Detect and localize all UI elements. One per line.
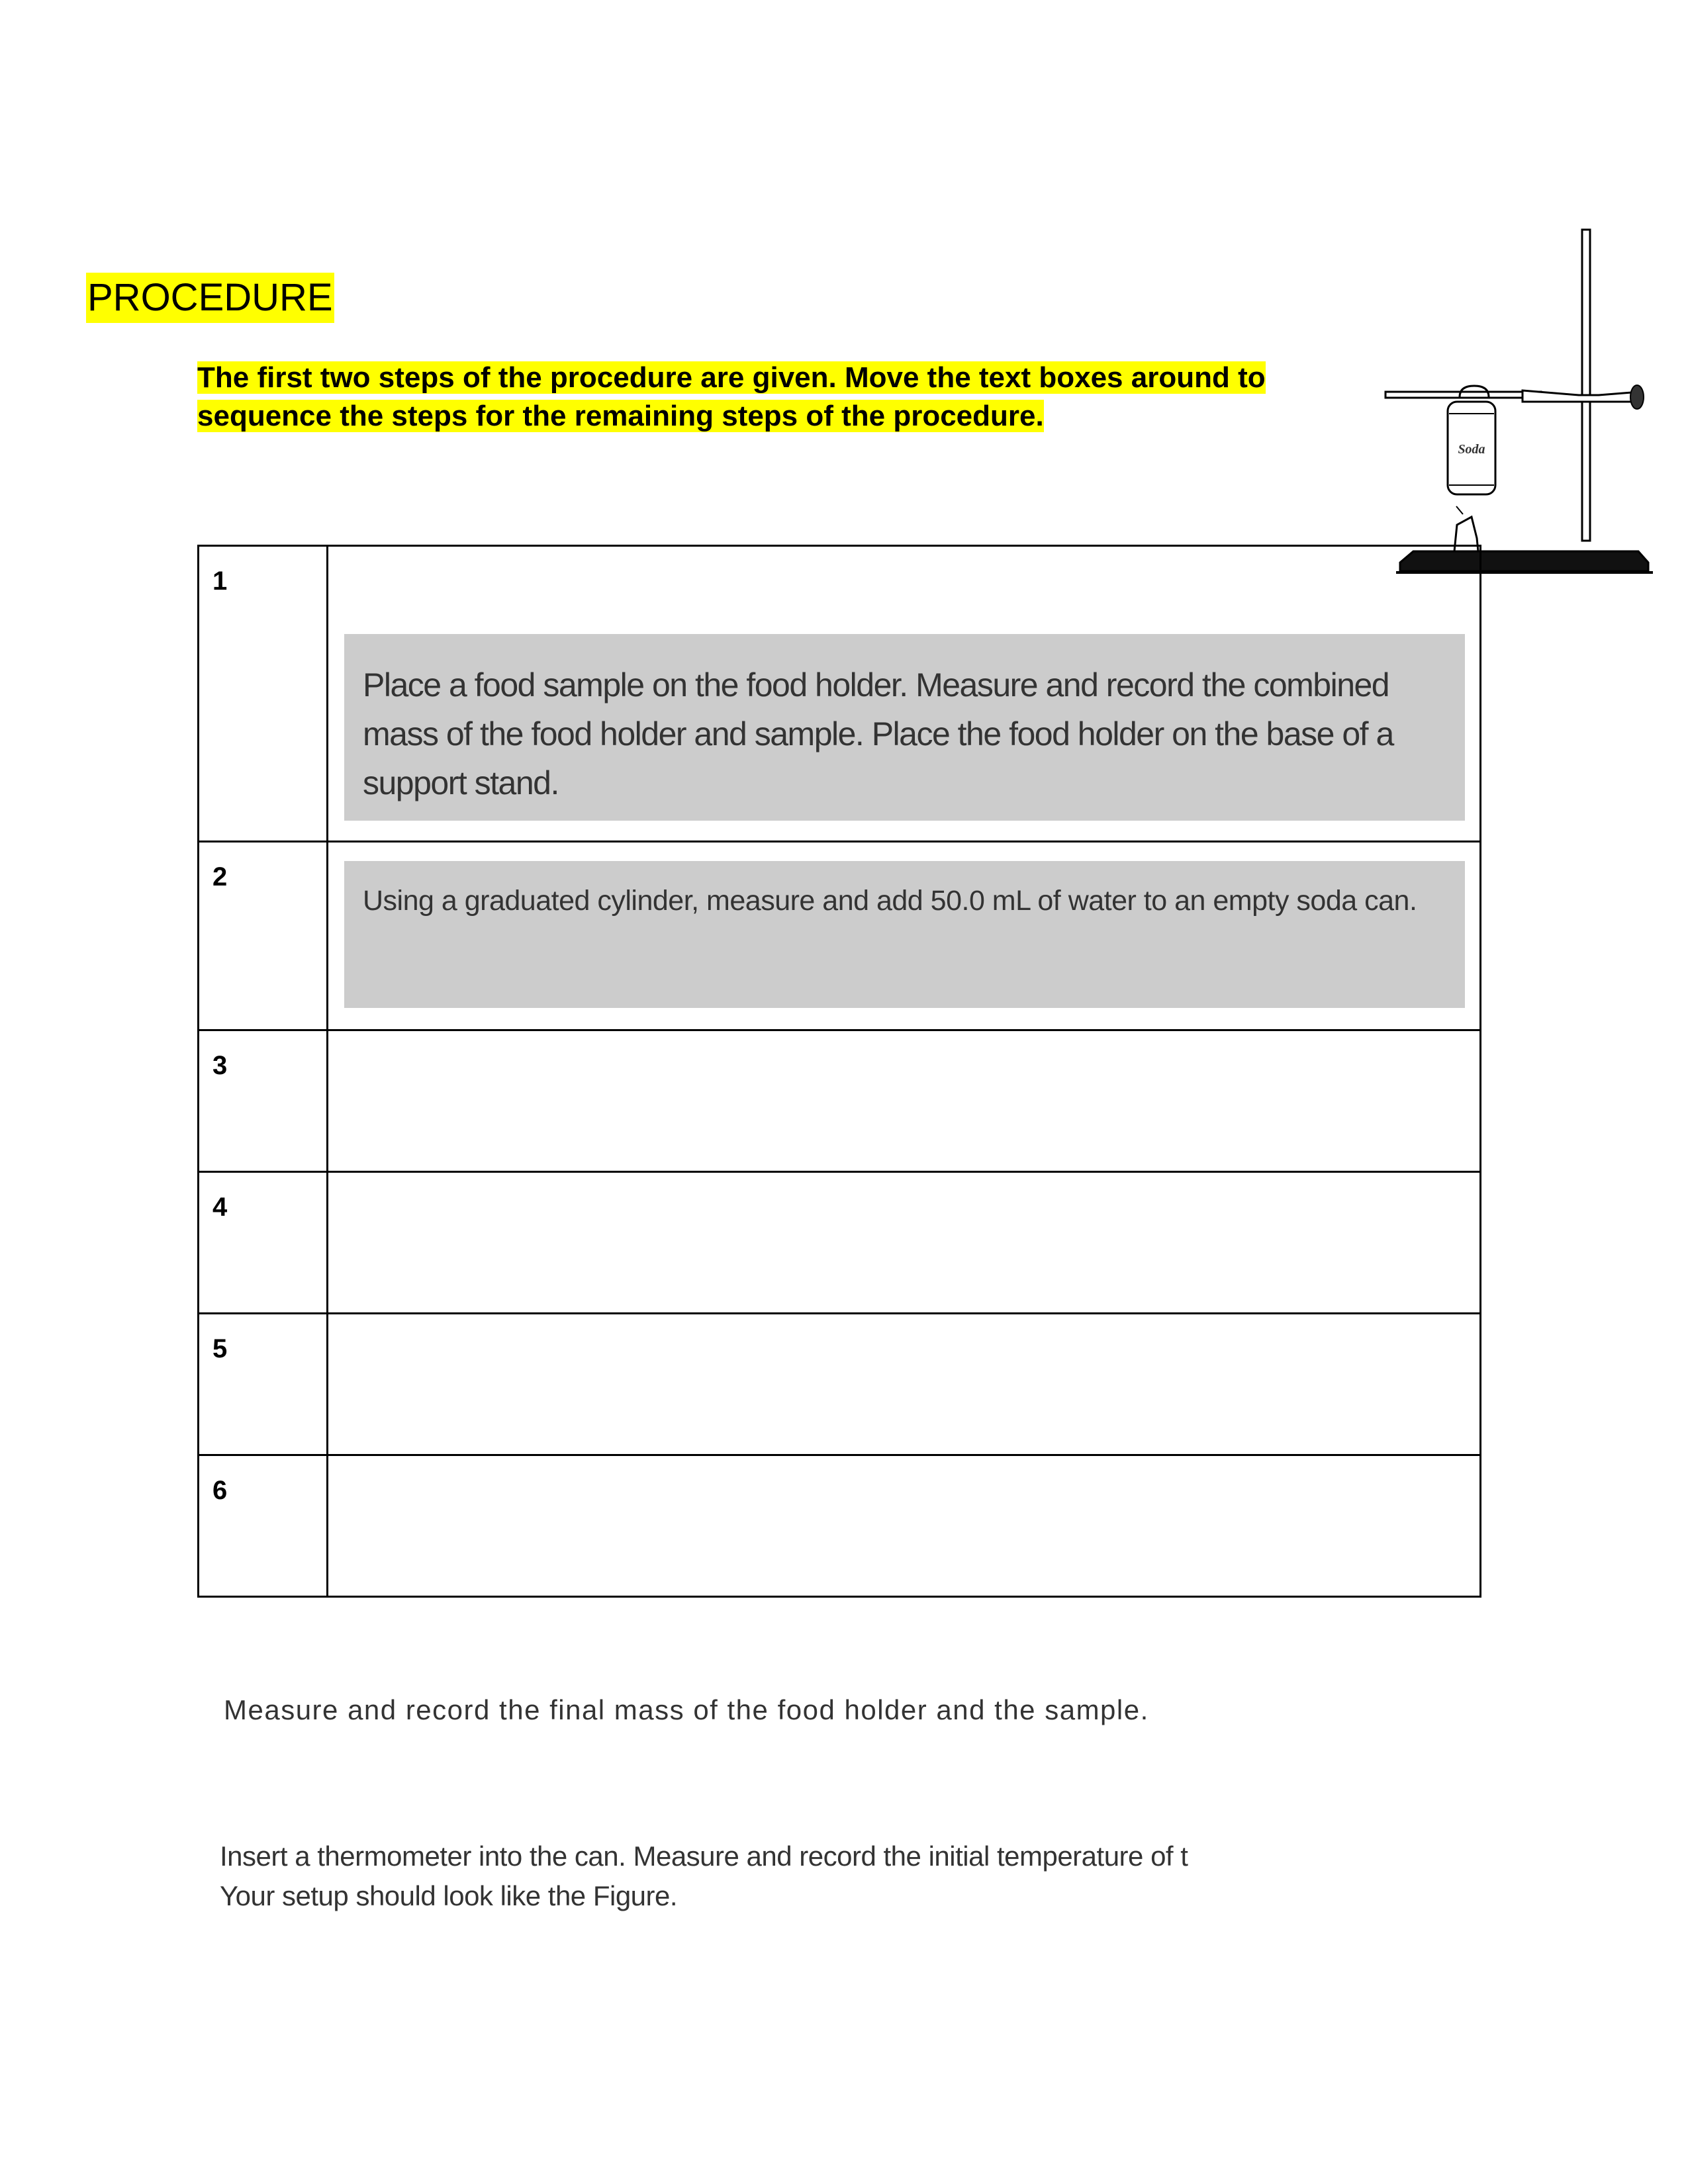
step-cell[interactable] (328, 1030, 1481, 1172)
page-heading: PROCEDURE (86, 273, 334, 323)
procedure-table (197, 545, 1481, 1598)
draggable-step-line: Your setup should look like the Figure. (220, 1880, 678, 1911)
draggable-step-box[interactable]: Measure and record the final mass of the food holder and the sample. (224, 1694, 1149, 1725)
table-row (199, 1455, 1481, 1597)
step-number: 5 (199, 1314, 328, 1455)
table-row (199, 546, 1481, 842)
step-number: 1 (199, 546, 328, 842)
step-cell[interactable] (328, 1314, 1481, 1455)
can-label: Soda (1458, 442, 1485, 457)
step-text-box[interactable]: Using a graduated cylinder, measure and add 50.0 mL of water to an empty soda can. (344, 861, 1465, 1008)
step-text-box[interactable]: Place a food sample on the food holder. Measure and record the combined mass of the food holder and sample. Place the food holder on the base of a support stand. (344, 634, 1465, 821)
step-number: 3 (199, 1030, 328, 1172)
table-row (199, 1030, 1481, 1172)
step-number: 2 (199, 842, 328, 1030)
instructions-text: The first two steps of the procedure are given. Move the text boxes around to sequence the steps for the remaining steps of the procedure. (197, 361, 1266, 432)
table-row (199, 1314, 1481, 1455)
support-stand-figure (1380, 228, 1671, 599)
draggable-step-box[interactable] (220, 1837, 1213, 1916)
table-row (199, 842, 1481, 1030)
step-cell[interactable] (328, 1172, 1481, 1314)
draggable-step-line: Insert a thermometer into the can. Measure and record the initial temperature of t (220, 1841, 1188, 1872)
step-cell[interactable] (328, 842, 1481, 1030)
instructions (197, 359, 1323, 435)
step-cell[interactable] (328, 1455, 1481, 1597)
table-row (199, 1172, 1481, 1314)
step-number: 6 (199, 1455, 328, 1597)
step-cell[interactable] (328, 546, 1481, 842)
step-number: 4 (199, 1172, 328, 1314)
